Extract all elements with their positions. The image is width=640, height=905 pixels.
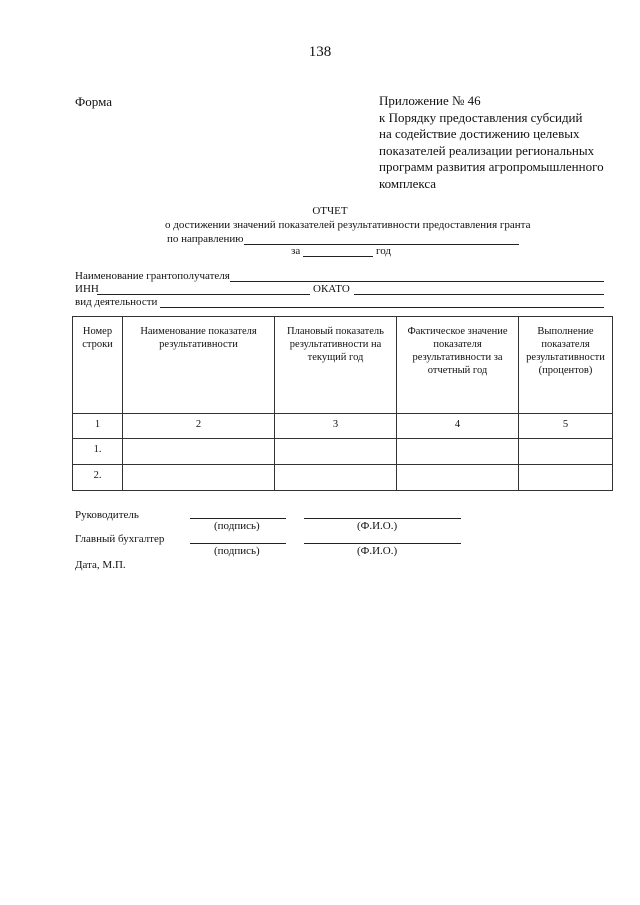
table-cell (397, 465, 519, 491)
header-actual-value: Фактическое значение показателя результативности за отчетный год (397, 317, 519, 414)
column-number: 5 (519, 414, 613, 439)
column-number: 3 (275, 414, 397, 439)
column-number: 2 (123, 414, 275, 439)
column-number: 1 (73, 414, 123, 439)
appendix-line: показателей реализации региональных (379, 142, 595, 158)
table-cell (519, 439, 613, 465)
period-prefix: за (291, 245, 301, 257)
inn-label: ИНН (75, 283, 99, 295)
table-cell (519, 465, 613, 491)
accountant-signature-line (190, 543, 286, 544)
head-name-caption: (Ф.И.О.) (357, 520, 398, 532)
form-label: Форма (75, 94, 112, 109)
indicators-table (72, 316, 613, 491)
period-suffix: год (376, 245, 392, 257)
accountant-sign-caption: (подпись) (214, 545, 260, 557)
column-number: 4 (397, 414, 519, 439)
table-cell: 2. (73, 465, 123, 491)
recipient-label: Наименование грантополучателя (75, 270, 230, 282)
appendix-block (379, 93, 619, 192)
appendix-line: Приложение № 46 (379, 93, 481, 108)
report-title: ОТЧЕТ (312, 205, 348, 217)
date-label: Дата, М.П. (75, 559, 126, 571)
period-line (303, 256, 373, 257)
table-cell (275, 465, 397, 491)
table-header-row (73, 317, 613, 414)
okato-label: ОКАТО (313, 283, 350, 295)
table-numbering-row (73, 414, 613, 439)
appendix-line: комплекса (379, 175, 437, 191)
head-signature-line (190, 518, 286, 519)
table-row (73, 439, 613, 465)
accountant-name-caption: (Ф.И.О.) (357, 545, 398, 557)
activity-line (160, 307, 604, 308)
header-planned-value: Плановый показатель результативности на текущий год (275, 317, 397, 414)
recipient-line (230, 281, 604, 282)
table-cell (397, 439, 519, 465)
table-cell (275, 439, 397, 465)
page-number: 138 (308, 44, 332, 60)
accountant-label: Главный бухгалтер (75, 533, 165, 545)
report-subtitle: о достижении значений показателей результативности предоставления гранта (165, 219, 531, 231)
header-completion: Выполнение показателя результативности (процентов) (519, 317, 613, 414)
appendix-line: на содействие достижению целевых (379, 126, 580, 141)
table-cell (123, 439, 275, 465)
appendix-line: к Порядку предоставления субсидий (379, 109, 583, 125)
table-cell: 1. (73, 439, 123, 465)
okato-line (354, 294, 604, 295)
head-name-line (304, 518, 461, 519)
head-label: Руководитель (75, 509, 139, 521)
table-row (73, 465, 613, 491)
header-indicator-name: Наименование показателя результативности (123, 317, 275, 414)
appendix-line: программ развития агропромышленного (379, 159, 604, 174)
header-row-number: Номер строки (73, 317, 123, 414)
activity-label: вид деятельности (75, 296, 158, 308)
direction-label: по направлению (167, 233, 244, 245)
inn-line (97, 294, 310, 295)
table-cell (123, 465, 275, 491)
head-sign-caption: (подпись) (214, 520, 260, 532)
accountant-name-line (304, 543, 461, 544)
